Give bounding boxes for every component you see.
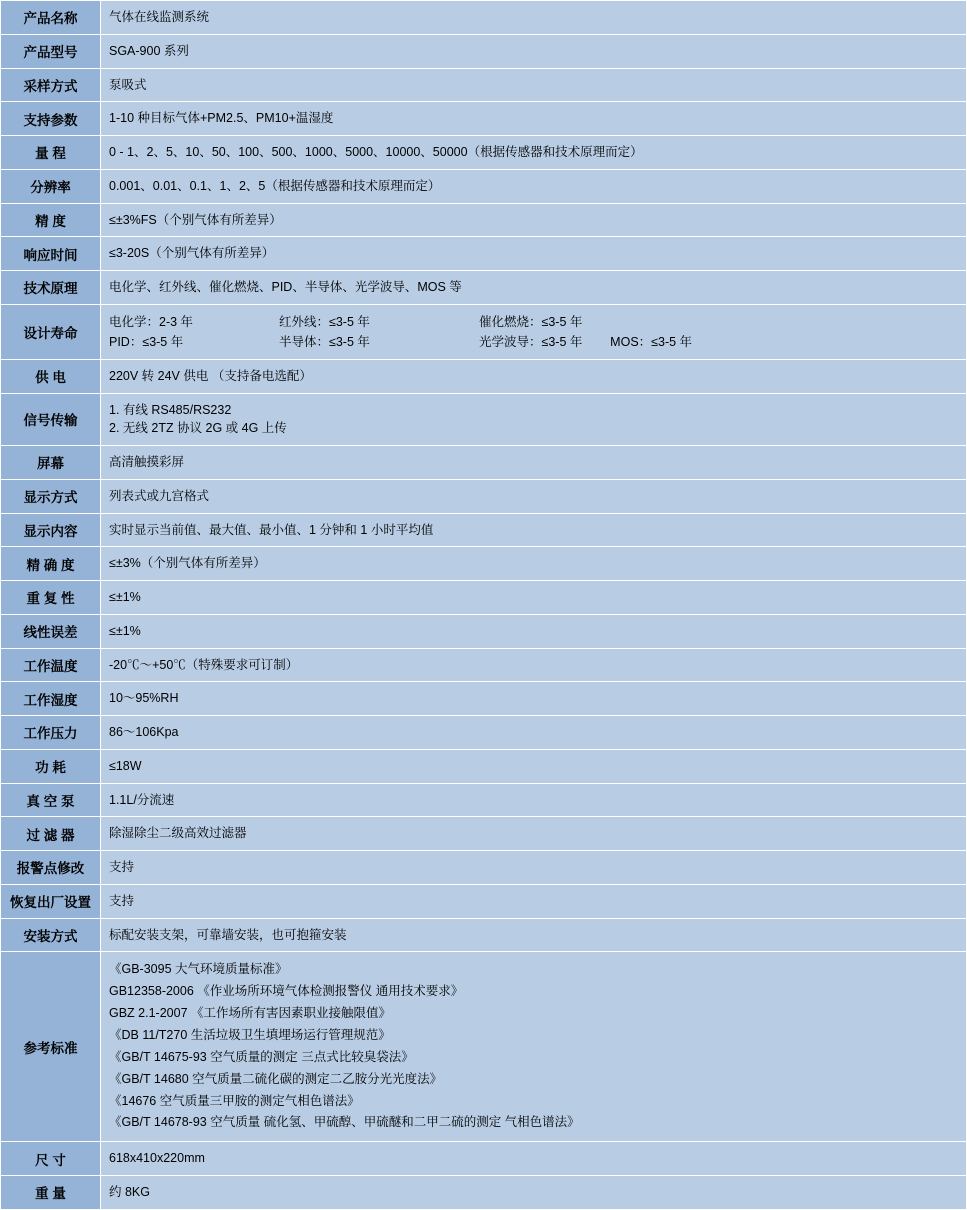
row-label: 真 空 泵 (1, 783, 101, 817)
value-line: GB12358-2006 《作业场所环境气体检测报警仪 通用技术要求》 (109, 984, 464, 999)
table-row (1, 682, 967, 716)
row-label: 线性误差 (1, 614, 101, 648)
row-value: ≤±3%（个别气体有所差异） (101, 547, 967, 581)
row-value: 618x410x220mm (101, 1142, 967, 1176)
value-line: 《14676 空气质量三甲胺的测定气相色谱法》 (109, 1093, 360, 1108)
row-value: ≤±1% (101, 581, 967, 615)
row-value: 220V 转 24V 供电 （支持备电选配） (101, 359, 967, 393)
value-line: 2. 无线 2TZ 协议 2G 或 4G 上传 (109, 421, 287, 436)
row-label: 屏幕 (1, 446, 101, 480)
value-cell: 红外线：≤3-5 年 (279, 314, 370, 329)
value-line: 《GB/T 14680 空气质量二硫化碳的测定二乙胺分光光度法》 (109, 1071, 443, 1086)
row-label: 工作湿度 (1, 682, 101, 716)
table-row (1, 648, 967, 682)
table-row (1, 1142, 967, 1176)
value-line: 《GB-3095 大气环境质量标准》 (109, 962, 288, 977)
row-label: 安装方式 (1, 918, 101, 952)
table-row (1, 716, 967, 750)
row-label: 设计寿命 (1, 304, 101, 359)
row-label: 精 确 度 (1, 547, 101, 581)
row-label: 重 量 (1, 1176, 101, 1210)
row-value: ≤18W (101, 749, 967, 783)
value-cell: PID：≤3-5 年 (109, 334, 184, 349)
table-row (1, 581, 967, 615)
table-row (1, 851, 967, 885)
table-row (1, 817, 967, 851)
row-label: 支持参数 (1, 102, 101, 136)
table-row (1, 547, 967, 581)
table-row (1, 169, 967, 203)
value-cell: 半导体：≤3-5 年 (279, 334, 370, 349)
table-row (1, 749, 967, 783)
table-row (1, 203, 967, 237)
row-label: 产品名称 (1, 1, 101, 35)
value-line: 《GB/T 14678-93 空气质量 硫化氢、甲硫醇、甲硫醚和二甲二硫的测定 气相色谱法》 (109, 1115, 580, 1130)
value-line: 1. 有线 RS485/RS232 (109, 402, 232, 417)
row-value: 列表式或九宫格式 (101, 479, 967, 513)
row-value (101, 304, 967, 359)
row-value: 除湿除尘二级高效过滤器 (101, 817, 967, 851)
table-row (1, 614, 967, 648)
row-value: 1-10 种目标气体+PM2.5、PM10+温湿度 (101, 102, 967, 136)
row-label: 信号传输 (1, 393, 101, 446)
row-value: 86～106Kpa (101, 716, 967, 750)
row-label: 技术原理 (1, 271, 101, 305)
value-cell: 催化燃烧：≤3-5 年 (479, 314, 583, 329)
value-line: 《DB 11/T270 生活垃圾卫生填埋场运行管理规范》 (109, 1027, 391, 1042)
row-value: 支持 (101, 851, 967, 885)
table-row (1, 1, 967, 35)
table-row (1, 34, 967, 68)
value-cell: 电化学：2-3 年 (109, 314, 194, 329)
row-label: 报警点修改 (1, 851, 101, 885)
row-value: 1.1L/分流速 (101, 783, 967, 817)
table-row (1, 102, 967, 136)
row-value: SGA-900 系列 (101, 34, 967, 68)
row-label: 分辨率 (1, 169, 101, 203)
table-row (1, 359, 967, 393)
value-line (109, 312, 966, 332)
row-value: 高清触摸彩屏 (101, 446, 967, 480)
row-value: 10～95%RH (101, 682, 967, 716)
table-row (1, 136, 967, 170)
table-row (1, 952, 967, 1142)
table-row (1, 271, 967, 305)
value-line: GBZ 2.1-2007 《工作场所有害因素职业接触限值》 (109, 1006, 391, 1020)
row-label: 参考标准 (1, 952, 101, 1142)
table-row (1, 884, 967, 918)
row-value (101, 952, 967, 1142)
table-body (1, 1, 967, 1210)
row-label: 精 度 (1, 203, 101, 237)
row-value: 泵吸式 (101, 68, 967, 102)
row-value: 0.001、0.01、0.1、1、2、5（根据传感器和技术原理而定） (101, 169, 967, 203)
table-row (1, 237, 967, 271)
row-label: 过 滤 器 (1, 817, 101, 851)
row-value: 支持 (101, 884, 967, 918)
row-value: 标配安装支架，可靠墙安装，也可抱箍安装 (101, 918, 967, 952)
row-value: 0 - 1、2、5、10、50、100、500、1000、5000、10000、50000（根据传感器和技术原理而定） (101, 136, 967, 170)
row-value: 实时显示当前值、最大值、最小值、1 分钟和 1 小时平均值 (101, 513, 967, 547)
row-label: 产品型号 (1, 34, 101, 68)
table-row (1, 783, 967, 817)
row-label: 显示方式 (1, 479, 101, 513)
row-value: ≤±1% (101, 614, 967, 648)
table-row (1, 918, 967, 952)
table-row (1, 446, 967, 480)
row-label: 显示内容 (1, 513, 101, 547)
row-label: 功 耗 (1, 749, 101, 783)
row-label: 工作温度 (1, 648, 101, 682)
value-line: 《GB/T 14675-93 空气质量的测定 三点式比较臭袋法》 (109, 1049, 414, 1064)
row-label: 量 程 (1, 136, 101, 170)
table-row (1, 304, 967, 359)
value-line (109, 332, 966, 352)
row-value: 约 8KG (101, 1176, 967, 1210)
row-value (101, 393, 967, 446)
table-row (1, 1176, 967, 1210)
table-row (1, 479, 967, 513)
row-label: 供 电 (1, 359, 101, 393)
row-label: 恢复出厂设置 (1, 884, 101, 918)
row-value: 气体在线监测系统 (101, 1, 967, 35)
row-label: 采样方式 (1, 68, 101, 102)
row-value: 电化学、红外线、催化燃烧、PID、半导体、光学波导、MOS 等 (101, 271, 967, 305)
table-row (1, 513, 967, 547)
row-value: -20℃～+50℃（特殊要求可订制） (101, 648, 967, 682)
row-value: ≤3-20S（个别气体有所差异） (101, 237, 967, 271)
row-label: 响应时间 (1, 237, 101, 271)
row-label: 尺 寸 (1, 1142, 101, 1176)
row-label: 工作压力 (1, 716, 101, 750)
row-value: ≤±3%FS（个别气体有所差异） (101, 203, 967, 237)
row-label: 重 复 性 (1, 581, 101, 615)
value-cell: 光学波导：≤3-5 年 MOS：≤3-5 年 (479, 334, 693, 349)
table-row (1, 68, 967, 102)
table-row (1, 393, 967, 446)
